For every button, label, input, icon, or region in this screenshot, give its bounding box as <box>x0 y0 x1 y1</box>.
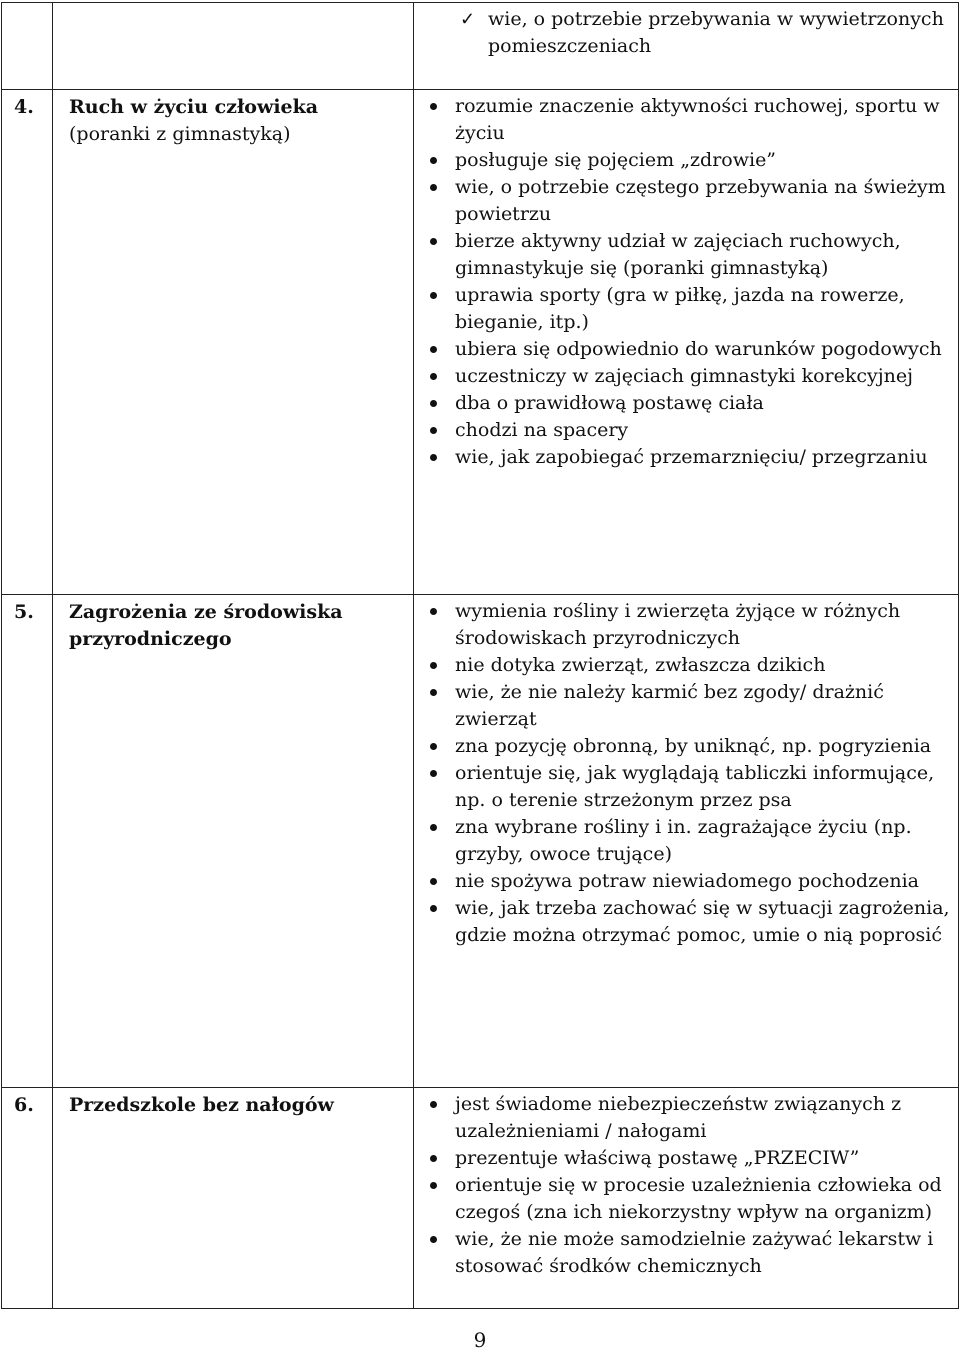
topic-cell <box>53 3 414 90</box>
list-item: nie dotyka zwierząt, zwłaszcza dzikich <box>414 652 952 679</box>
list-item: jest świadome niebezpieczeństw związanych z uzależnieniami / nałogami <box>414 1091 952 1145</box>
outcomes-cell <box>414 90 959 595</box>
list-item: orientuje się, jak wyglądają tabliczki informujące, np. o terenie strzeżonym przez psa <box>414 760 952 814</box>
outcomes-cell <box>414 3 959 90</box>
row-number-cell <box>2 595 53 1088</box>
topic-title <box>53 90 413 148</box>
list-item: dba o prawidłową postawę ciała <box>414 390 952 417</box>
list-item: wie, że nie może samodzielnie zażywać lekarstw i stosować środków chemicznych <box>414 1226 952 1280</box>
list-item: wie, że nie należy karmić bez zgody/ drażnić zwierząt <box>414 679 952 733</box>
outcomes-list <box>414 6 958 60</box>
list-item: bierze aktywny udział w zajęciach ruchowych, gimnastykuje się (poranki gimnastyką) <box>414 228 952 282</box>
row-number-cell <box>2 1088 53 1309</box>
topic-title <box>53 3 413 7</box>
topic-cell <box>53 90 414 595</box>
list-item: orientuje się w procesie uzależnienia człowieka od czegoś (zna ich niekorzystny wpływ na organizm) <box>414 1172 952 1226</box>
page-number: 9 <box>473 1328 487 1352</box>
list-item: wie, jak zapobiegać przemarznięciu/ przegrzaniu <box>414 444 952 471</box>
table-row <box>2 1088 959 1309</box>
topic-title-bold: Ruch w życiu człowieka <box>69 96 319 118</box>
topic-title <box>53 1088 413 1119</box>
list-item: zna wybrane rośliny i in. zagrażające życiu (np. grzyby, owoce trujące) <box>414 814 952 868</box>
outcomes-cell <box>414 595 959 1088</box>
row-number-cell <box>2 90 53 595</box>
topic-cell <box>53 595 414 1088</box>
list-item: nie spożywa potraw niewiadomego pochodzenia <box>414 868 952 895</box>
topic-title-note: (poranki z gimnastyką) <box>69 123 291 145</box>
list-item: ubiera się odpowiednio do warunków pogodowych <box>414 336 952 363</box>
row-number: 6. <box>14 1094 34 1116</box>
outcomes-cell <box>414 1088 959 1309</box>
list-item: rozumie znaczenie aktywności ruchowej, sportu w życiu <box>414 93 952 147</box>
outcomes-list <box>414 1091 958 1280</box>
list-item: ✓ wie, o potrzebie przebywania w wywietrzonych pomieszczeniach <box>414 6 952 60</box>
list-item: uprawia sporty (gra w piłkę, jazda na rowerze, bieganie, itp.) <box>414 282 952 336</box>
table-row <box>2 90 959 595</box>
row-number <box>2 3 52 7</box>
topic-title-bold: Zagrożenia ze środowiska przyrodniczego <box>69 601 343 650</box>
topic-title <box>53 595 373 653</box>
list-item: chodzi na spacery <box>414 417 952 444</box>
list-item: prezentuje właściwą postawę „PRZECIW” <box>414 1145 952 1172</box>
outcomes-list <box>414 598 958 949</box>
curriculum-table <box>1 2 959 1309</box>
topic-title-bold: Przedszkole bez nałogów <box>69 1094 334 1116</box>
outcomes-list <box>414 93 958 471</box>
table-row <box>2 595 959 1088</box>
row-number-cell <box>2 3 53 90</box>
row-number: 4. <box>14 96 34 118</box>
list-item: wymienia rośliny i zwierzęta żyjące w różnych środowiskach przyrodniczych <box>414 598 952 652</box>
table-row <box>2 3 959 90</box>
list-item: wie, jak trzeba zachować się w sytuacji zagrożenia, gdzie można otrzymać pomoc, umie o nią poprosić <box>414 895 952 949</box>
list-item: uczestniczy w zajęciach gimnastyki korekcyjnej <box>414 363 952 390</box>
row-number: 5. <box>14 601 34 623</box>
list-item: posługuje się pojęciem „zdrowie” <box>414 147 952 174</box>
topic-cell <box>53 1088 414 1309</box>
list-item: wie, o potrzebie częstego przebywania na świeżym powietrzu <box>414 174 952 228</box>
list-item: zna pozycję obronną, by uniknąć, np. pogryzienia <box>414 733 952 760</box>
